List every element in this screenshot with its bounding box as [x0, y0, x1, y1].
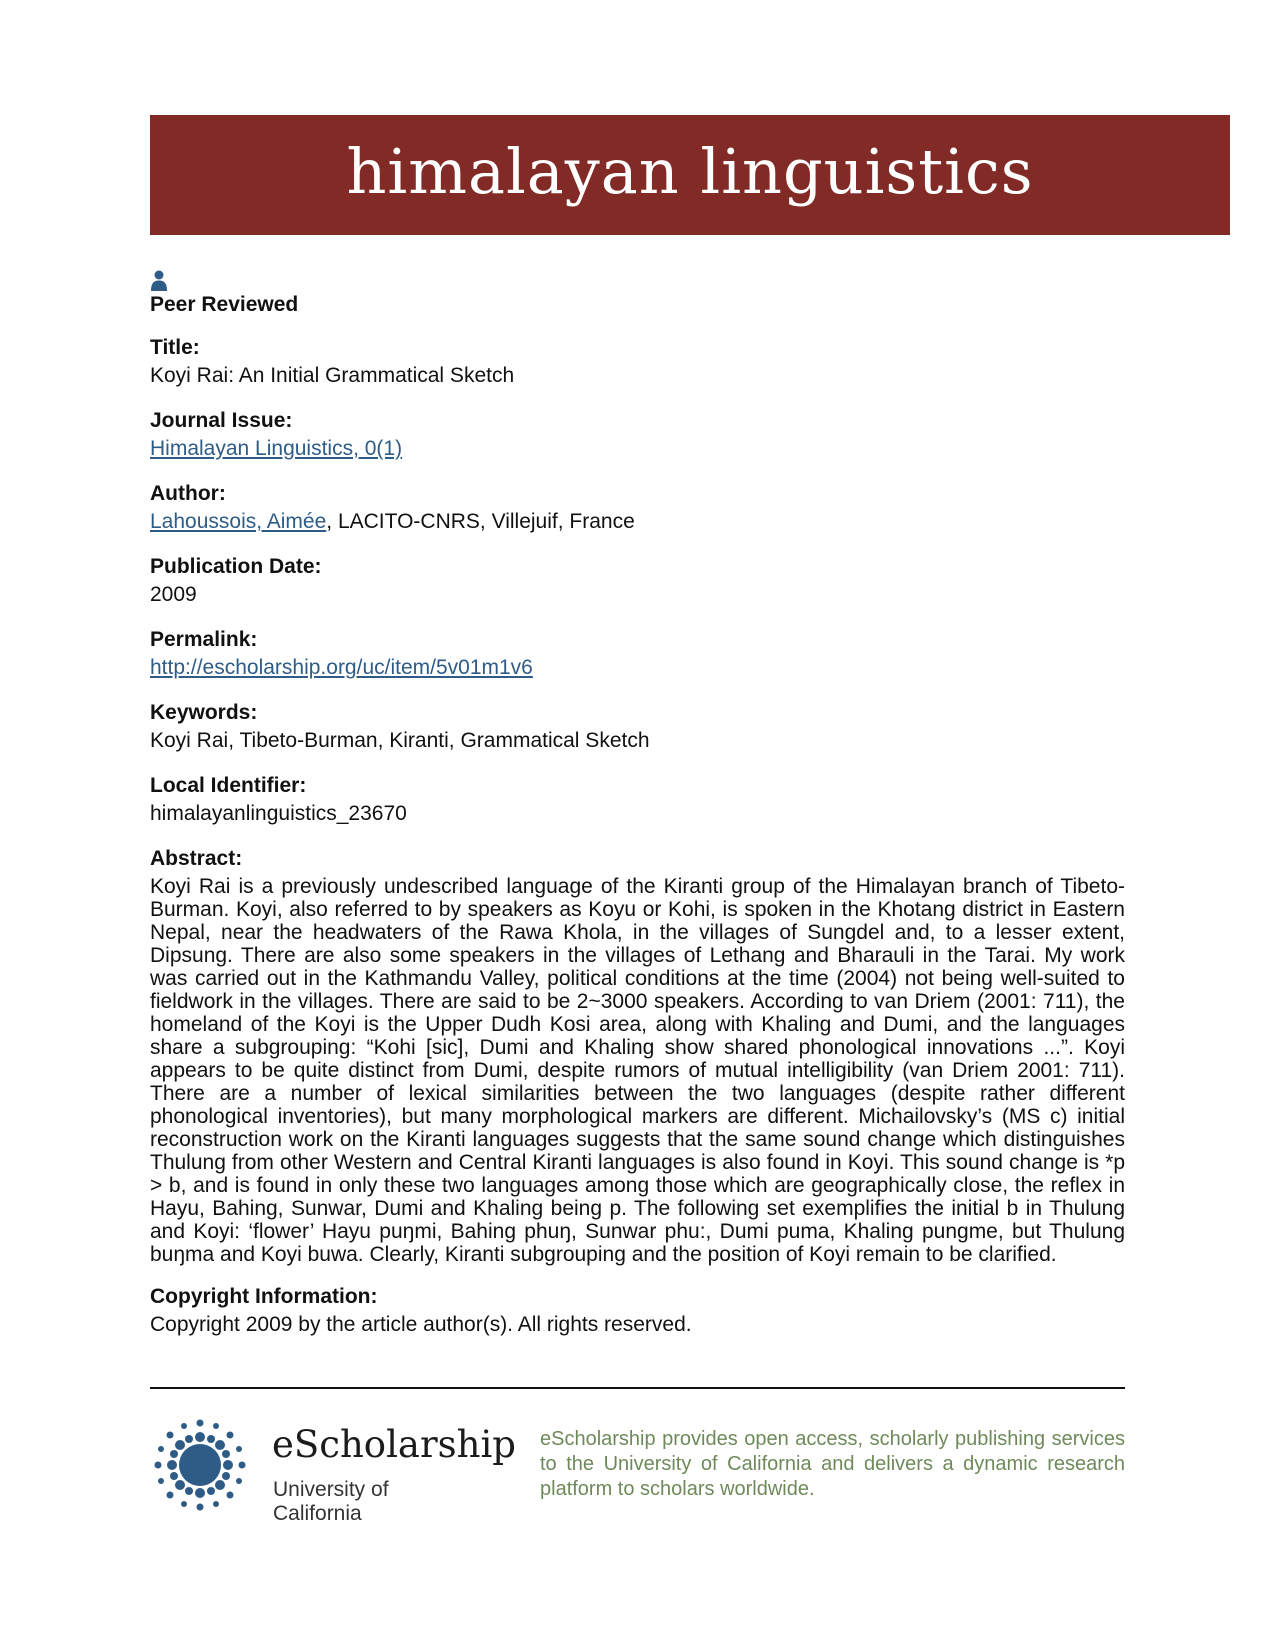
journal-issue-field [150, 407, 1125, 463]
copyright-label: Copyright Information: [150, 1285, 378, 1308]
publication-date-field [150, 553, 1125, 609]
peer-reviewed-label: Peer Reviewed [150, 293, 299, 316]
local-identifier-value: himalayanlinguistics_23670 [150, 802, 407, 825]
author-link[interactable]: Lahoussois, Aimée [150, 510, 327, 533]
escholarship-sunburst-icon [150, 1415, 250, 1515]
keywords-field [150, 699, 1125, 755]
abstract-label: Abstract: [150, 847, 243, 870]
permalink-label: Permalink: [150, 628, 258, 651]
author-affiliation: , LACITO-CNRS, Villejuif, France [326, 510, 635, 533]
journal-banner-title: himalayan linguistics [346, 134, 1034, 208]
escholarship-logo-name: eScholarship [272, 1423, 516, 1466]
author-label: Author: [150, 482, 226, 505]
escholarship-logo-subtitle: University of California [273, 1478, 389, 1525]
local-identifier-field [150, 772, 1125, 828]
person-icon [150, 270, 168, 292]
title-label: Title: [150, 336, 200, 359]
publication-date-value: 2009 [150, 583, 197, 606]
copyright-value: Copyright 2009 by the article author(s). All rights reserved. [150, 1313, 692, 1336]
local-identifier-label: Local Identifier: [150, 774, 307, 797]
escholarship-logo[interactable] [150, 1415, 516, 1525]
abstract-text: Koyi Rai is a previously undescribed language of the Kiranti group of the Himalayan branch of Tibeto-Burman. Koyi, also referred to by speakers as Koyu or Kohi, is spoken in the Khotang district in Eastern Nepal, near the headwaters of the Rawa Khola, in the villages of Sungdel and, to a lesser extent, Dipsung. There are also some speakers in the villages of Lethang and Bharauli in the Tarai. My work was carried out in the Kathmandu Valley, political conditions at the time (2004) not being well-suited to fieldwork in the villages. There are said to be 2~3000 speakers. According to van Driem (2001: 711), the homeland of the Koyi is the Upper Dudh Kosi area, along with Khaling and Dumi, and the languages share a subgrouping: “Kohi [sic], Dumi and Khaling show shared phonological innovations ...”. Koyi appears to be quite distinct from Dumi, despite rumors of mutual intelligibility (van Driem 2001: 711). There are a number of lexical similarities between the two languages (despite rather different phonological inventories), but many morphological markers are different. Michailovsky’s (MS c) initial reconstruction work on the Kiranti languages suggests that the same sound change which distinguishes Thulung from other Western and Central Kiranti languages is also found in Koyi. This sound change is *p > b, and is found in only these two languages among those which are geographically close, the reflex in Hayu, Bahing, Sunwar, Dumi and Khaling being p. The following set exemplifies the initial b in Thulung and Koyi: ‘flower’ Hayu puŋmi, Bahing phuŋ, Sunwar phu:, Dumi puma, Khaling pungme, but Thulung buŋma and Koyi buwa. Clearly, Kiranti subgrouping and the position of Koyi remain to be clarified. [150, 875, 1125, 1266]
permalink-field [150, 626, 1125, 682]
publication-date-label: Publication Date: [150, 555, 322, 578]
permalink-link[interactable]: http://escholarship.org/uc/item/5v01m1v6 [150, 656, 533, 679]
journal-issue-link[interactable]: Himalayan Linguistics, 0(1) [150, 437, 403, 460]
footer-divider [150, 1387, 1125, 1389]
keywords-value: Koyi Rai, Tibeto-Burman, Kiranti, Grammatical Sketch [150, 729, 650, 752]
journal-issue-label: Journal Issue: [150, 409, 293, 432]
abstract-field [150, 845, 1125, 1266]
keywords-label: Keywords: [150, 701, 258, 724]
author-field [150, 480, 1125, 536]
escholarship-description: eScholarship provides open access, scholarly publishing services to the University of California and delivers a dynamic research platform to scholars worldwide. [540, 1428, 1125, 1500]
record-metadata [150, 270, 1125, 1339]
title-value: Koyi Rai: An Initial Grammatical Sketch [150, 364, 515, 387]
journal-banner [150, 115, 1230, 235]
copyright-field [150, 1283, 1125, 1339]
title-field [150, 334, 1125, 390]
